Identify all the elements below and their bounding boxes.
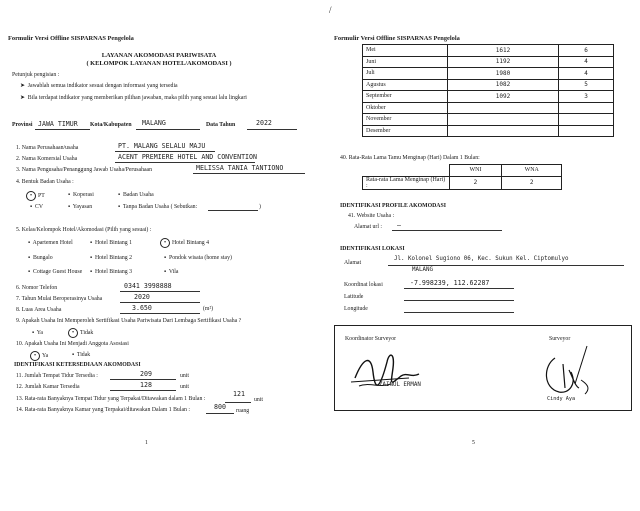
q4-option-badan-usaha[interactable]: ▪ Badan Usaha (118, 192, 154, 198)
page-number: 1 (145, 440, 148, 446)
month-value-b[interactable]: 4 (559, 68, 614, 80)
q4-option-cv[interactable]: ▪ CV (30, 204, 44, 210)
surveyor-label: Surveyor (549, 336, 571, 342)
q11-unit: unit (180, 373, 190, 379)
q13-unit: unit (254, 397, 264, 403)
month-value-b[interactable] (559, 102, 614, 114)
q6-value[interactable]: 0341 3998888 (124, 282, 172, 290)
form-title: Formulir Versi Offline SISPARNAS Pengelola (8, 35, 134, 42)
month-row (363, 102, 614, 114)
q4-option-koperasi[interactable]: ▪ Koperasi (68, 192, 94, 198)
month-row (363, 79, 614, 91)
month-value-b[interactable]: 6 (559, 45, 614, 57)
month-row (363, 56, 614, 68)
month-value-a[interactable]: 1612 (448, 45, 559, 57)
q8-unit: (m²) (203, 306, 214, 312)
month-label: Mei (363, 45, 448, 57)
signature-box (334, 325, 632, 411)
q41-url-value[interactable]: — (397, 221, 401, 229)
selected-circle-icon: • (160, 238, 170, 248)
q3-value[interactable]: MELISSA TANIA TANTIONO (196, 164, 284, 172)
q4-option-yayasan[interactable]: ▪ Yayasan (68, 204, 93, 210)
latitude-label: Latitude (344, 294, 364, 300)
section-akomodasi-title: IDENTIFIKASI KETERSEDIAAN AKOMODASI (14, 362, 141, 368)
q9-option-tidak[interactable]: • Tidak (68, 328, 93, 338)
q41-url-label: Alamat url : (354, 224, 383, 230)
address-value[interactable]: Jl. Kolonel Sugiono 06, Kec. Sukun Kel. Ciptomulyo (394, 256, 569, 262)
month-label: Desember (363, 125, 448, 137)
surveyor-name: Cindy Aya (547, 396, 576, 402)
year-value[interactable]: 2022 (256, 119, 272, 127)
left-page (0, 0, 318, 511)
q12-label: 12. Jumlah Kamar Tersedia (16, 384, 80, 390)
year-label: Data Tahun (206, 122, 236, 128)
q5-opt-apartemen[interactable]: ▪ Apartemen Hotel (28, 240, 73, 246)
q40-row-label: Rata-rata Lama Menginap (Hari) : (363, 176, 450, 189)
month-label: Juni (363, 56, 448, 68)
q13-label: 13. Rata-rata Banyaknya Tempat Tidur yang Terpakai/Ditawakan dalam 1 Bulan : (16, 396, 206, 402)
month-row (363, 68, 614, 80)
q9-option-ya[interactable]: ▪ Ya (32, 330, 43, 336)
q10-option-tidak[interactable]: ▪ Tidak (72, 352, 91, 358)
q4-option-tanpa[interactable]: ▪ Tanpa Badan Usaha ( Sebutkan: (118, 204, 198, 210)
q5-opt-vila[interactable]: ▪ Vila (164, 269, 179, 275)
q5-opt-cottage[interactable]: ▪ Cottage Guest House (28, 269, 83, 275)
city-label: Kota/Kabupaten (90, 122, 132, 128)
q4-label: 4. Bentuk Badan Usaha : (16, 179, 74, 185)
q7-label: 7. Tahun Mulai Beroperasinya Usaha (16, 296, 103, 302)
month-value-b[interactable]: 4 (559, 56, 614, 68)
q1-label: 1. Nama Perusahaan/usaha (16, 145, 79, 151)
q4-close-paren: ) (259, 204, 261, 210)
q14-unit: ruang (236, 408, 250, 414)
q3-label: 3. Nama Pengusaha/Penanggung Jawab Usaha/Perusahaan (16, 167, 153, 173)
month-value-b[interactable] (559, 114, 614, 126)
province-value[interactable]: JAWA TIMUR (38, 120, 78, 128)
longitude-label: Longitude (344, 306, 368, 312)
q5-opt-bintang2[interactable]: ▪ Hotel Bintang 2 (90, 255, 133, 261)
q1-value[interactable]: PT. MALANG SELALU MAJU (118, 142, 206, 150)
q40-col-wna: WNA (502, 165, 562, 177)
q5-opt-pondok[interactable]: ▪ Pondok wisata (home stay) (164, 255, 232, 261)
address-label: Alamat (344, 260, 362, 266)
address-value-2[interactable]: MALANG (412, 267, 433, 273)
month-value-a[interactable]: 1082 (448, 79, 559, 91)
heading-1: LAYANAN AKOMODASI PARIWISATA (101, 52, 217, 59)
coordinator-label: Koordinator Surveyor (345, 336, 397, 342)
q11-label: 11. Jumlah Tempat Tidur Tersedia : (16, 373, 98, 379)
corner-mark: / (329, 5, 332, 15)
q9-label: 9. Apakah Usaha Ini Memperoleh Sertifikasi Usaha Pariwisata Dari Lembaga Sertifikasi Usaha ? (16, 318, 242, 324)
month-row (363, 45, 614, 57)
q5-opt-bungalo[interactable]: ▪ Bungalo (28, 255, 53, 261)
month-value-b[interactable] (559, 125, 614, 137)
q5-opt-bintang3[interactable]: ▪ Hotel Bintang 3 (90, 269, 133, 275)
q14-value[interactable]: 800 (214, 403, 226, 411)
instruction-2: ➤ Bila terdapat indikator yang memberikan pilihan jawaban, maka pilih yang sesuai lalu lingkari (20, 95, 247, 101)
instruction-1: ➤ Jawablah semua indikator sesuai dengan informasi yang tersedia (20, 83, 178, 89)
coordinate-value[interactable]: -7.998239, 112.62287 (410, 279, 490, 287)
monthly-table (362, 44, 614, 137)
coordinator-name: ZAINUL ERMAN (379, 382, 421, 388)
q10-label: 10. Apakah Usaha Ini Menjadi Anggota Asosiasi (16, 341, 129, 347)
q40-col-wni: WNI (449, 165, 502, 177)
q10-option-ya[interactable]: • Ya (30, 351, 48, 361)
month-label: Agustus (363, 79, 448, 91)
month-label: Juli (363, 68, 448, 80)
city-value[interactable]: MALANG (142, 119, 166, 127)
q40-wna-value[interactable]: 2 (502, 176, 562, 189)
q6-label: 6. Nomor Telefon (16, 285, 58, 291)
month-row (363, 114, 614, 126)
q40-label: 40. Rata-Rata Lama Tamu Menginap (Hari) Dalam 1 Bulan: (340, 155, 480, 161)
surveyor-signature-icon (535, 344, 605, 400)
heading-2: ( KELOMPOK LAYANAN HOTEL/AKOMODASI ) (86, 60, 232, 67)
month-label: Oktober (363, 102, 448, 114)
section-lokasi-title: IDENTIFIKASI LOKASI (340, 246, 405, 252)
q2-label: 2. Nama Komersial Usaha (16, 156, 78, 162)
q5-label: 5. Kelas/Kelompok Hotel/Akomodasi (Pilih yang sesuai) : (16, 227, 152, 233)
q13-value[interactable]: 121 (233, 390, 245, 398)
q5-opt-bintang1[interactable]: ▪ Hotel Bintang 1 (90, 240, 133, 246)
month-value-b[interactable]: 3 (559, 91, 614, 103)
coordinate-label: Koordinat lokasi (344, 282, 383, 288)
selected-circle-icon: • (68, 328, 78, 338)
month-row (363, 125, 614, 137)
month-value-b[interactable]: 5 (559, 79, 614, 91)
q40-table (362, 164, 562, 190)
month-row (363, 91, 614, 103)
month-label: November (363, 114, 448, 126)
month-value-a[interactable] (448, 114, 559, 126)
selected-circle-icon: • (26, 191, 36, 201)
section-profile-title: IDENTIFIKASI PROFILE AKOMODASI (340, 203, 446, 209)
q4-option-pt[interactable]: • PT (26, 191, 45, 201)
q8-value[interactable]: 3.650 (132, 304, 152, 312)
month-value-a[interactable]: 1192 (448, 56, 559, 68)
month-value-a[interactable] (448, 125, 559, 137)
instruction-title: Petunjuk pengisian : (12, 72, 60, 78)
q7-value[interactable]: 2020 (134, 293, 150, 301)
q14-label: 14. Rata-rata Banyaknya Kamar yang Terpakai/ditawakan Dalam 1 Bulan : (16, 407, 190, 413)
q11-value[interactable]: 209 (140, 370, 152, 378)
month-label: September (363, 91, 448, 103)
page-number: 5 (472, 440, 475, 446)
q2-value[interactable]: ACENT PREMIERE HOTEL AND CONVENTION (118, 153, 257, 161)
selected-circle-icon: • (30, 351, 40, 361)
q12-value[interactable]: 128 (140, 381, 152, 389)
month-value-a[interactable]: 1980 (448, 68, 559, 80)
province-label: Provinsi (12, 122, 33, 128)
coordinator-signature-icon (349, 348, 439, 396)
q5-opt-bintang4[interactable]: • Hotel Bintang 4 (160, 238, 209, 248)
month-value-a[interactable] (448, 102, 559, 114)
form-title: Formulir Versi Offline SISPARNAS Pengelola (334, 35, 460, 42)
q12-unit: unit (180, 384, 190, 390)
right-page (322, 0, 640, 511)
q40-wni-value[interactable]: 2 (449, 176, 502, 189)
month-value-a[interactable]: 1092 (448, 91, 559, 103)
q41-label: 41. Website Usaha : (348, 213, 395, 219)
q8-label: 8. Luas Area Usaha (16, 307, 62, 313)
